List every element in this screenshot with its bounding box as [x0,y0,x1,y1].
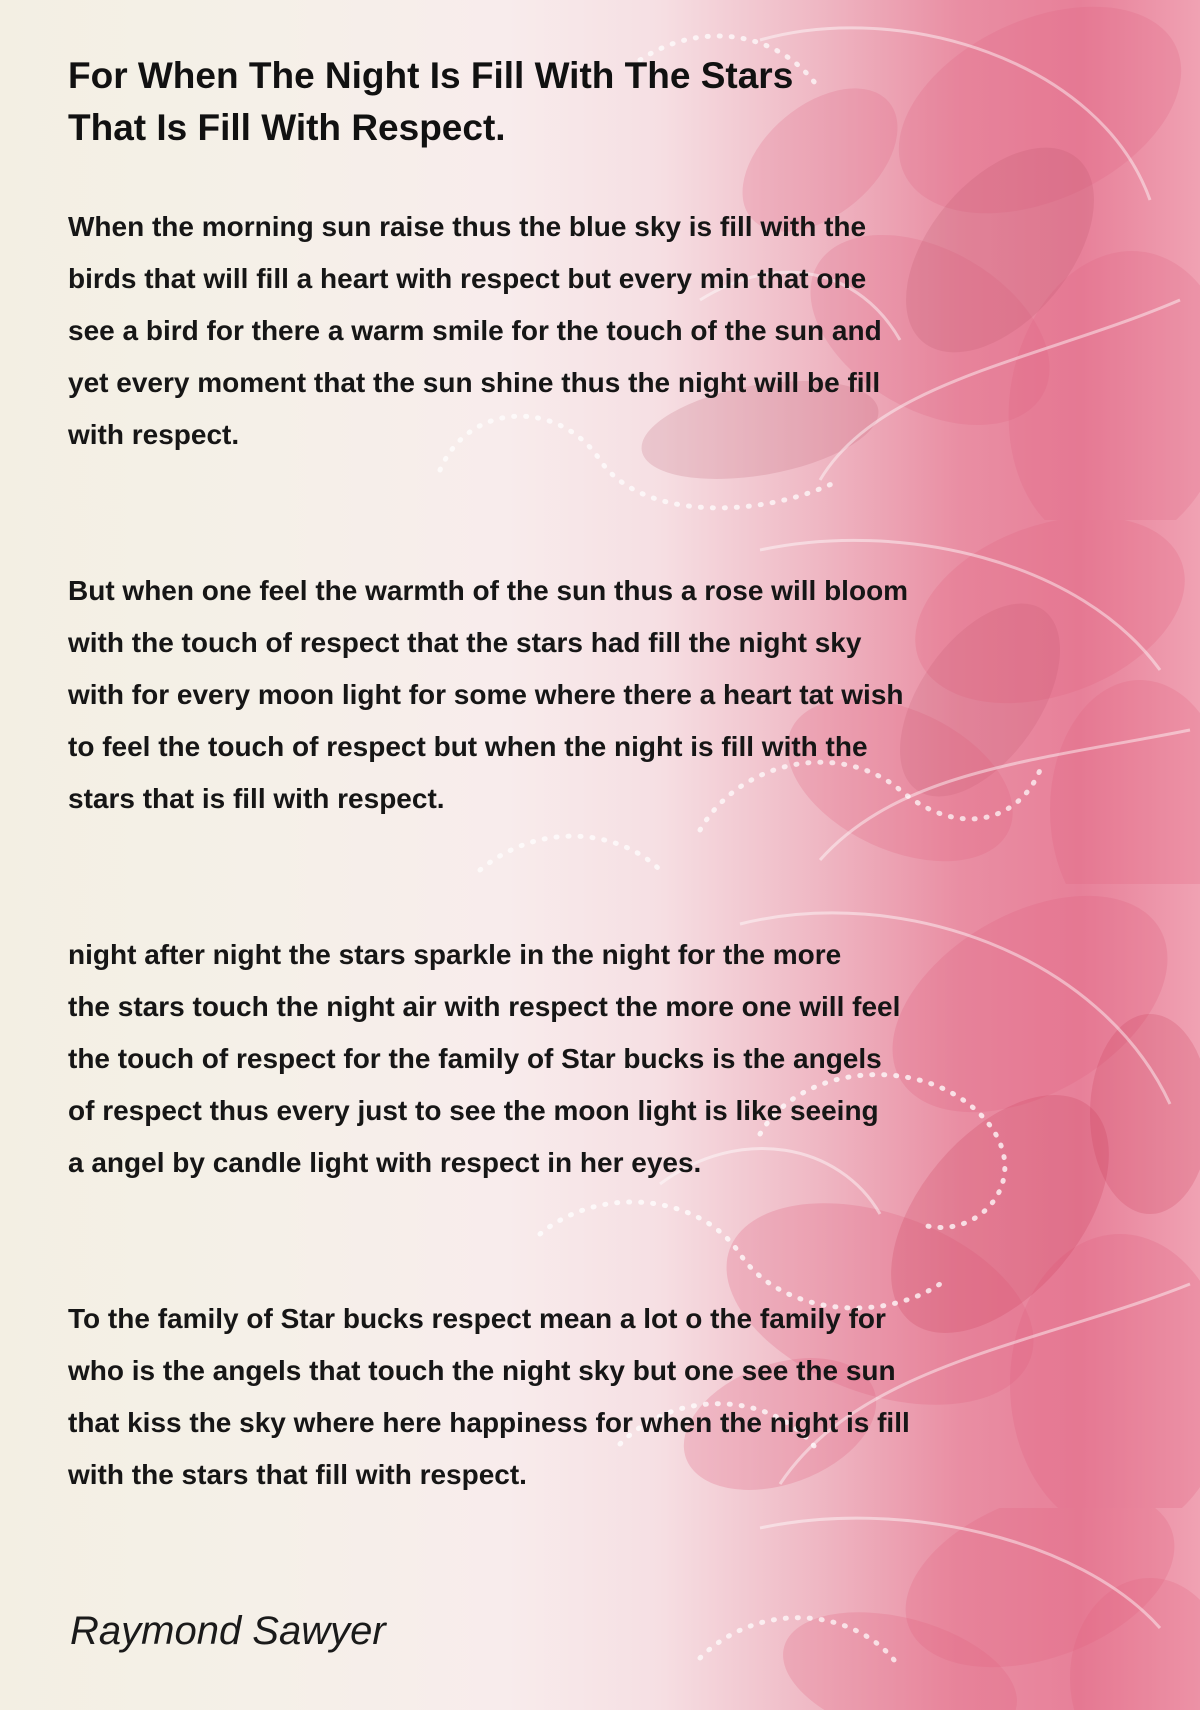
poem-title: For When The Night Is Fill With The Stars That Is Fill With Respect. [68,55,794,148]
poem-stanza-4: To the family of Star bucks respect mean a lot o the family for who is the angels that touch the night sky but one see the sun that kiss the sky where here happiness for when the night is fill with the stars that fill with respect. [68,1303,910,1490]
poem-stanza-3: night after night the stars sparkle in the night for the more the stars touch the night air with respect the more one will feel the touch of respect for the family of Star bucks is the angels of respect thus every just to see the moon light is like seeing a angel by candle light with respect in her eyes. [68,939,901,1178]
poem-author: Raymond Sawyer [70,1609,386,1653]
poem-stanza-1: When the morning sun raise thus the blue sky is fill with the birds that will fill a heart with respect but every min that one see a bird for there a warm smile for the touch of the sun and yet every moment that the sun shine thus the night will be fill with respect. [68,211,882,450]
poem-stanza-2: But when one feel the warmth of the sun thus a rose will bloom with the touch of respect that the stars had fill the night sky with for every moon light for some where there a heart tat wish to feel the touch of respect but when the night is fill with the stars that is fill with respect. [68,575,909,814]
